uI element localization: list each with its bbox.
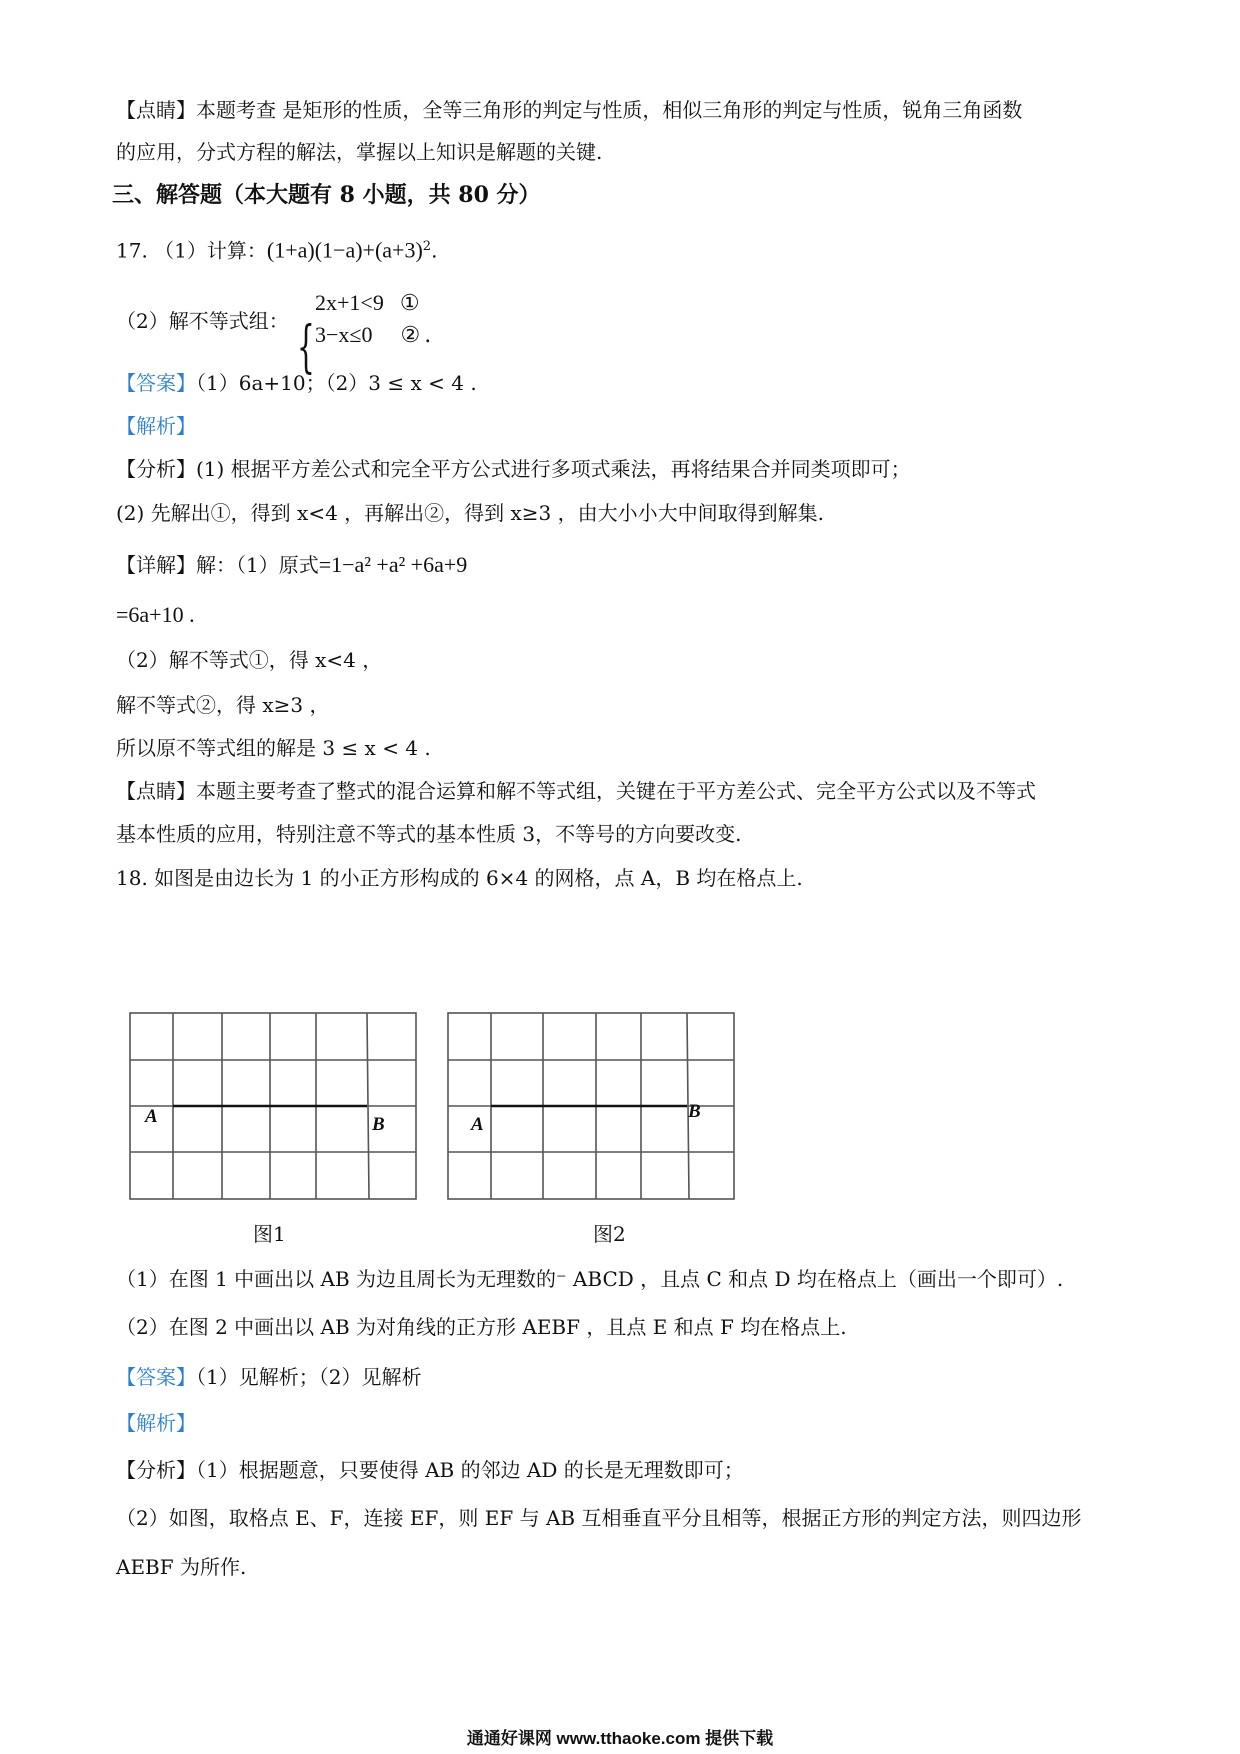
q17-part1: 17. （1）计算：$(1+a)(1-a)+(a+3)^2$.	[116, 237, 438, 263]
q17-answer	[116, 368, 477, 398]
fig2-point-a-label: A	[471, 1114, 484, 1135]
q17-part1-exponent: 2	[422, 239, 432, 254]
q17-part1-expression: (1+a)(1−a)+(a+3)	[266, 237, 423, 263]
q17-dianjing-2: 基本性质的应用，特别注意不等式的基本性质 3，不等号的方向要改变.	[116, 822, 742, 846]
system-brace: {	[297, 315, 315, 380]
circle-2-marker: ②	[400, 323, 421, 348]
figure-2-caption: 图2	[593, 1222, 626, 1246]
circle-1-marker: ①	[399, 291, 420, 316]
q17-part2-prefix: （2）解不等式组：	[116, 309, 289, 333]
figure-1	[129, 1012, 425, 1204]
q17-fenxi-1: 【分析】(1) 根据平方差公式和完全平方公式进行多项式乘法，再将结果合并同类项即可；	[116, 457, 911, 481]
system-line-2: 3−x≤0 ② .	[315, 322, 432, 348]
system-inequality-1: 2x+1<9	[315, 290, 384, 315]
system-line-1	[315, 288, 420, 319]
answer-text: （1）6a+10；（2）3 ≤ x < 4 .	[196, 371, 477, 395]
q17-detail-4: 解不等式②，得 x≥3 ，	[116, 693, 330, 717]
system-inequality-2: 3−x≤0	[315, 322, 373, 347]
q18-part2: （2）在图 2 中画出以 AB 为对角线的正方形 AEBF ，且点 E 和点 F 均在格点上.	[116, 1315, 847, 1339]
dianjing-line-2: 的应用，分式方程的解法，掌握以上知识是解题的关键.	[116, 140, 603, 164]
answer-tag: 【答案】	[116, 371, 196, 395]
q17-fenxi-2: (2) 先解出①，得到 x<4 ，再解出②，得到 x≥3 ，由大小小大中间取得到解集.	[116, 501, 824, 525]
q17-detail-2: =6a+10 .	[116, 602, 195, 627]
detail-prefix: 【详解】解：（1）原式	[116, 553, 319, 577]
q18-stem: 18. 如图是由边长为 1 的小正方形构成的 6×4 的网格，点 A，B 均在格点上.	[116, 866, 803, 890]
q18-part1: （1）在图 1 中画出以 AB 为边且周长为无理数的⁻ ABCD ，且点 C 和点 D 均在格点上（画出一个即可）.	[116, 1267, 1064, 1291]
figure-1-caption: 图1	[253, 1222, 286, 1246]
q18-answer	[116, 1362, 421, 1392]
q18-fenxi-1: 【分析】（1）根据题意，只要使得 AB 的邻边 AD 的长是无理数即可；	[116, 1458, 744, 1482]
fig1-point-a-label: A	[145, 1106, 158, 1127]
dianjing-line-1: 【点睛】本题考查 是矩形的性质，全等三角形的判定与性质，相似三角形的判定与性质，锐角三角函数	[116, 98, 1023, 122]
q17-detail-1	[116, 550, 467, 580]
q18-fenxi-2: （2）如图，取格点 E、F，连接 EF，则 EF 与 AB 互相垂直平分且相等，根据正方形的判定方法，则四边形	[116, 1506, 1082, 1530]
q17-detail-3: （2）解不等式①，得 x<4 ，	[116, 648, 383, 672]
q18-answer-text: （1）见解析；（2）见解析	[196, 1365, 422, 1389]
page-footer: 通通好课网 www.tthaoke.com 提供下载	[466, 1729, 774, 1748]
q18-fenxi-3: AEBF 为所作.	[116, 1555, 247, 1579]
q17-part1-prefix: 17. （1）计算：	[116, 238, 267, 263]
section-heading: 三、解答题（本大题有 8 小题，共 80 分）	[112, 182, 541, 208]
fig2-point-b-label: B	[688, 1101, 701, 1122]
q18-jiexi-tag: 【解析】	[116, 1411, 196, 1435]
fig1-point-b-label: B	[372, 1114, 385, 1135]
q17-dianjing-1: 【点睛】本题主要考查了整式的混合运算和解不等式组，关键在于平方差公式、完全平方公式以及不等式	[116, 779, 1036, 803]
q17-detail-5: 所以原不等式组的解是 3 ≤ x < 4 .	[116, 736, 431, 760]
detail-expression: =1−a² +a² +6a+9	[318, 552, 468, 577]
jiexi-tag: 【解析】	[116, 414, 196, 438]
q18-answer-tag: 【答案】	[116, 1365, 196, 1389]
